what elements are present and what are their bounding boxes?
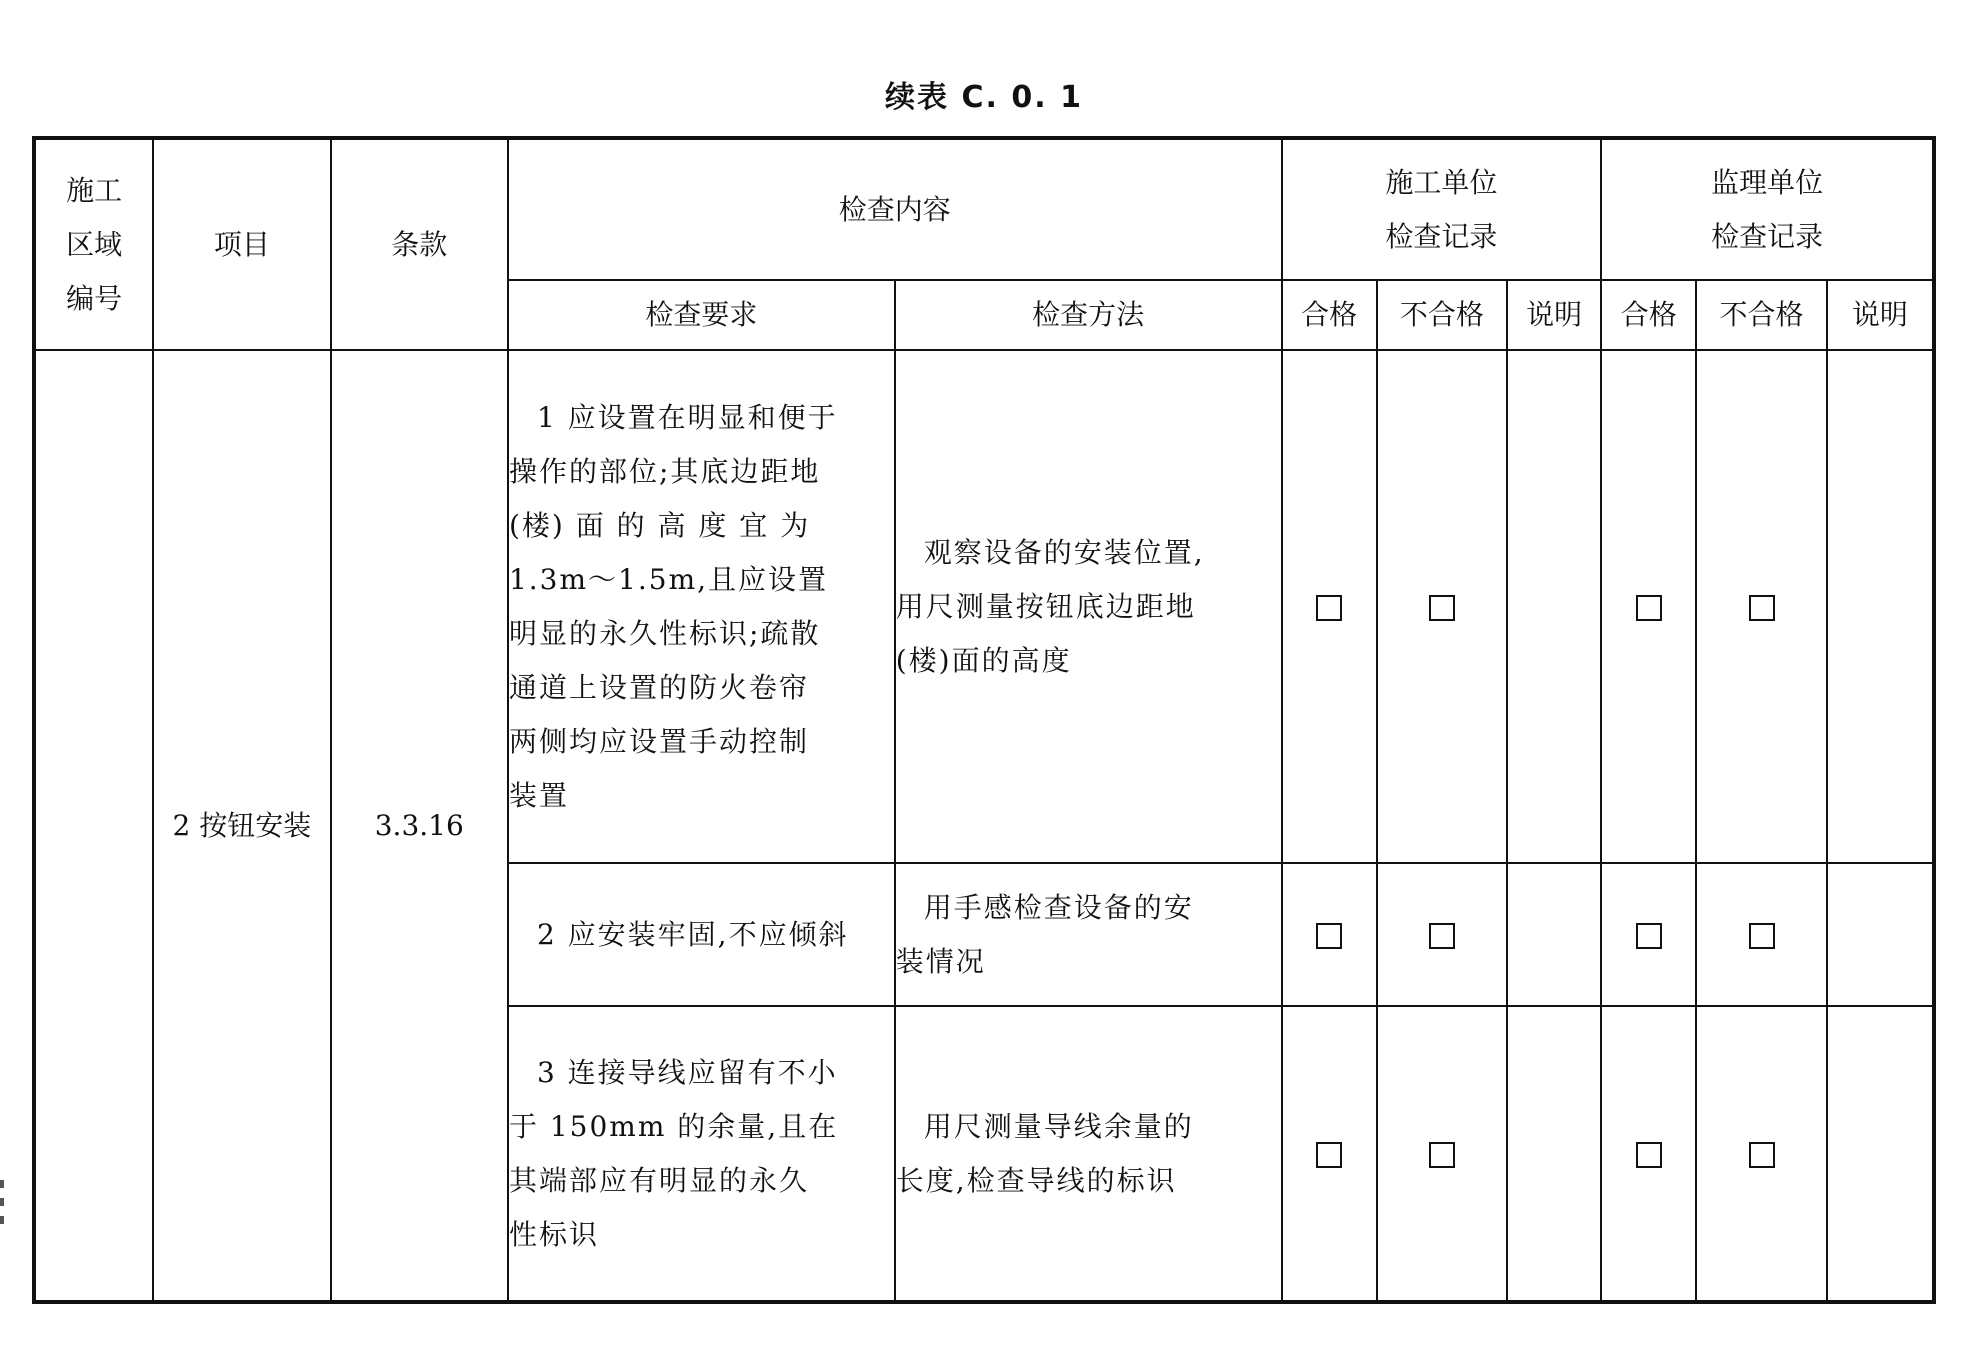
requirement-line: 通道上设置的防火卷帘 xyxy=(508,670,809,704)
requirement-line: 操作的部位;其底边距地 xyxy=(508,454,821,488)
method-line: 用尺测量导线余量的 xyxy=(923,1109,1194,1143)
binding-mark xyxy=(0,1198,4,1206)
supervision-pass-header: 合格 xyxy=(1601,280,1696,350)
checkbox[interactable] xyxy=(1636,923,1662,949)
checkbox[interactable] xyxy=(1429,595,1455,621)
supervision-fail-cell xyxy=(1696,863,1826,1006)
requirement-line: 于 150mm 的余量,且在 xyxy=(508,1109,839,1143)
item-header: 项目 xyxy=(153,138,330,350)
construction-pass-cell xyxy=(1282,350,1377,863)
table-row xyxy=(34,350,1934,863)
supervision-note-header: 说明 xyxy=(1827,280,1934,350)
checkbox[interactable] xyxy=(1749,1142,1775,1168)
requirement-line: 装置 xyxy=(508,778,569,812)
checkbox[interactable] xyxy=(1429,923,1455,949)
construction-fail-cell xyxy=(1377,1006,1507,1302)
clause-cell: 3.3.16 xyxy=(331,350,508,1302)
construction-pass-cell xyxy=(1282,1006,1377,1302)
method-line: 长度,检查导线的标识 xyxy=(895,1163,1177,1197)
requirement-header: 检查要求 xyxy=(508,280,895,350)
method-cell xyxy=(895,863,1282,1006)
method-line: 装情况 xyxy=(895,944,986,978)
checkbox[interactable] xyxy=(1749,595,1775,621)
zone-cell xyxy=(34,350,153,1302)
construction-unit-header: 施工单位 检查记录 xyxy=(1282,138,1602,280)
supervision-note-cell[interactable] xyxy=(1827,350,1934,863)
checkbox[interactable] xyxy=(1316,595,1342,621)
requirement-line: 1 应设置在明显和便于 xyxy=(536,400,838,434)
construction-note-header: 说明 xyxy=(1507,280,1601,350)
binding-mark xyxy=(0,1180,4,1188)
requirement-line: 两侧均应设置手动控制 xyxy=(508,724,809,758)
requirement-cell xyxy=(508,863,895,1006)
item-cell: 2 按钮安装 xyxy=(153,350,330,1302)
checkbox[interactable] xyxy=(1429,1142,1455,1168)
requirement-line: 其端部应有明显的永久 xyxy=(508,1163,809,1197)
construction-note-cell[interactable] xyxy=(1507,1006,1601,1302)
content-header: 检查内容 xyxy=(508,138,1282,280)
checkbox[interactable] xyxy=(1316,923,1342,949)
requirement-line: (楼) 面 的 高 度 宜 为 xyxy=(508,508,811,542)
zone-header: 施工 区域 编号 xyxy=(34,138,153,350)
page-title: 续表 C. 0. 1 xyxy=(885,80,1083,115)
supervision-fail-cell xyxy=(1696,350,1826,863)
supervision-pass-cell xyxy=(1601,863,1696,1006)
construction-fail-header: 不合格 xyxy=(1377,280,1507,350)
requirement-line: 性标识 xyxy=(508,1217,599,1251)
construction-note-cell[interactable] xyxy=(1507,350,1601,863)
method-line: 用尺测量按钮底边距地 xyxy=(895,589,1196,623)
requirement-cell xyxy=(508,350,895,863)
supervision-fail-header: 不合格 xyxy=(1696,280,1826,350)
method-cell xyxy=(895,350,1282,863)
construction-pass-header: 合格 xyxy=(1282,280,1377,350)
method-line: (楼)面的高度 xyxy=(895,643,1072,677)
construction-fail-cell xyxy=(1377,350,1507,863)
requirement-line: 3 连接导线应留有不小 xyxy=(536,1055,838,1089)
method-line: 观察设备的安装位置, xyxy=(923,535,1205,569)
checkbox[interactable] xyxy=(1636,1142,1662,1168)
method-cell xyxy=(895,1006,1282,1302)
requirement-line: 2 应安装牢固,不应倾斜 xyxy=(536,917,849,951)
requirement-cell xyxy=(508,1006,895,1302)
supervision-pass-cell xyxy=(1601,1006,1696,1302)
method-header: 检查方法 xyxy=(895,280,1282,350)
requirement-line: 1.3m～1.5m,且应设置 xyxy=(508,562,829,596)
supervision-unit-header: 监理单位 检查记录 xyxy=(1601,138,1934,280)
supervision-pass-cell xyxy=(1601,350,1696,863)
construction-pass-cell xyxy=(1282,863,1377,1006)
checkbox[interactable] xyxy=(1636,595,1662,621)
binding-mark xyxy=(0,1216,4,1224)
method-line: 用手感检查设备的安 xyxy=(923,890,1194,924)
header-row-1 xyxy=(34,138,1934,280)
clause-header: 条款 xyxy=(331,138,508,350)
supervision-fail-cell xyxy=(1696,1006,1826,1302)
construction-fail-cell xyxy=(1377,863,1507,1006)
inspection-table xyxy=(32,136,1936,1304)
supervision-note-cell[interactable] xyxy=(1827,1006,1934,1302)
binding-marks xyxy=(0,1180,6,1234)
supervision-note-cell[interactable] xyxy=(1827,863,1934,1006)
checkbox[interactable] xyxy=(1316,1142,1342,1168)
construction-note-cell[interactable] xyxy=(1507,863,1601,1006)
requirement-line: 明显的永久性标识;疏散 xyxy=(508,616,821,650)
checkbox[interactable] xyxy=(1749,923,1775,949)
